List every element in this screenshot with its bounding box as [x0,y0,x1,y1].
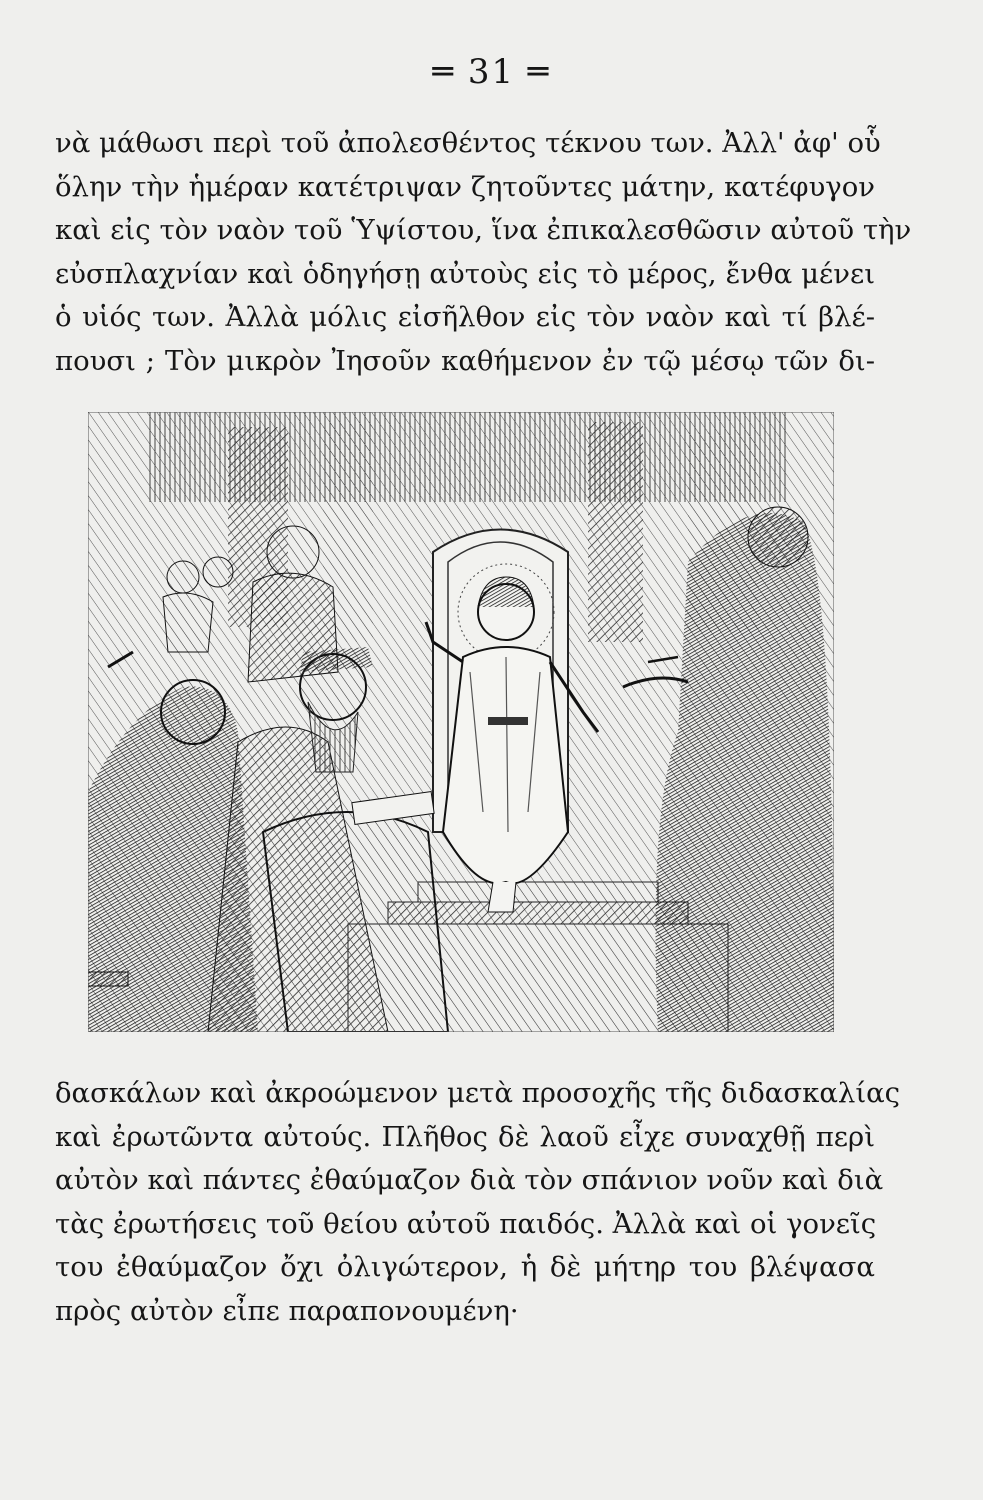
text-line: εὐσπλαχνίαν καὶ ὁδηγήσῃ αὐτοὺς εἰς τὸ μέρος, ἔνθα μένει [55,257,875,290]
text-line: ὅλην τὴν ἡμέραν κατέτριψαν ζητοῦντες μάτην, κατέφυγον [55,170,875,203]
text-line: πουσι ; Τὸν μικρὸν Ἰησοῦν καθήμενον ἐν τῷ μέσῳ τῶν δι- [55,344,875,377]
text-line: ὁ υἱός των. Ἀλλὰ μόλις εἰσῆλθον εἰς τὸν ναὸν καὶ τί βλέ- [55,301,875,333]
page-number: ═ 31 ═ [432,52,551,92]
text-line: πρὸς αὐτὸν εἶπε παραπονουμένη· [55,1294,519,1327]
paragraph-top [55,122,912,383]
text-line: τὰς ἐρωτήσεις τοῦ θείου αὐτοῦ παιδός. Ἀλλὰ καὶ οἱ γονεῖς [55,1207,877,1240]
engraving-jesus-among-teachers [88,412,834,1032]
text-line: δασκάλων καὶ ἀκροώμενον μετὰ προσοχῆς τῆς διδασκαλίας [55,1077,901,1109]
engraving-illustration [88,412,834,1032]
text-line: καὶ εἰς τὸν ναὸν τοῦ Ὑψίστου, ἵνα ἐπικαλεσθῶσιν αὐτοῦ τὴν [55,214,912,246]
text-line: νὰ μάθωσι περὶ τοῦ ἀπολεσθέντος τέκνου των. Ἀλλ' ἀφ' οὗ [55,127,881,159]
paragraph-bottom [55,1072,901,1333]
text-line: αὐτὸν καὶ πάντες ἐθαύμαζον διὰ τὸν σπάνιον νοῦν καὶ διὰ [55,1164,884,1196]
text-line: του ἐθαύμαζον ὄχι ὀλιγώτερον, ἡ δὲ μήτηρ του βλέψασα [55,1251,875,1283]
text-line: καὶ ἐρωτῶντα αὐτούς. Πλῆθος δὲ λαοῦ εἶχε συναχθῇ περὶ [55,1120,875,1153]
